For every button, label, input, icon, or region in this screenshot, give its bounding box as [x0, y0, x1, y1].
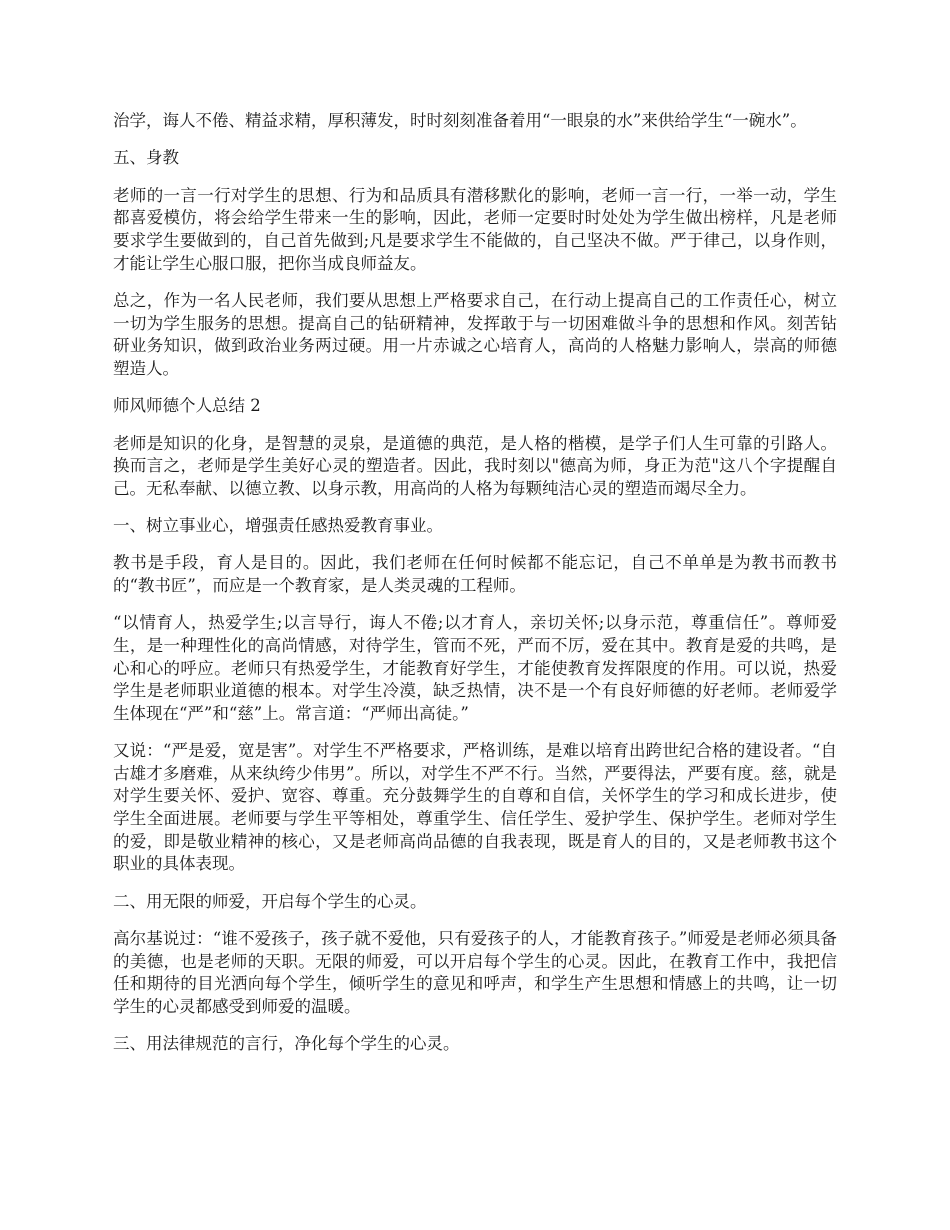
paragraph: 高尔基说过：“谁不爱孩子，孩子就不爱他，只有爱孩子的人，才能教育孩子。”师爱是老师必须具备的美德，也是老师的天职。无限的师爱，可以开启每个学生的心灵。因此，在教育工作中，我把信任和期待的目光洒向每个学生，倾听学生的意见和呼声，和学生产生思想和情感上的共鸣，让一切学生的心灵都感受到师爱的温暖。: [113, 928, 837, 1016]
section-heading: 一、树立事业心，增强责任感热爱教育事业。: [113, 516, 443, 536]
paragraph: “以情育人，热爱学生;以言导行，诲人不倦;以才育人，亲切关怀;以身示范，尊重信任”。尊师爱生，是一种理性化的高尚情感，对待学生，管而不死，严而不厉，爱在其中。教育是爱的共鸣，是心和心的呼应。老师只有热爱学生，才能教育好学生，才能使教育发挥限度的作用。可以说，热爱学生是老师职业道德的根本。对学生冷漠，缺乏热情，决不是一个有良好师德的好老师。老师爱学生体现在“严”和“慈”上。常言道：“严师出高徒。”: [113, 613, 837, 723]
paragraph: 又说：“严是爱，宽是害”。对学生不严格要求，严格训练，是难以培育出跨世纪合格的建设者。“自古雄才多磨难，从来纨绔少伟男”。所以，对学生不严不行。当然，严要得法，严要有度。慈，就是对学生要关怀、爱护、宽容、尊重。充分鼓舞学生的自尊和自信，关怀学生的学习和成长进步，使学生全面进展。老师要与学生平等相处，尊重学生、信任学生、爱护学生、保护学生。老师对学生的爱，即是敬业精神的核心，又是老师高尚品德的自我表现，既是育人的目的，又是老师教书这个职业的具体表现。: [113, 741, 837, 874]
section-heading: 三、用法律规范的言行，净化每个学生的心灵。: [113, 1034, 460, 1054]
document-subtitle: 师风师德个人总结 2: [113, 396, 261, 416]
paragraph: 老师的一言一行对学生的思想、行为和品质具有潜移默化的影响，老师一言一行，一举一动，学生都喜爱模仿，将会给学生带来一生的影响，因此，老师一定要时时处处为学生做出榜样，凡是老师要求学生要做到的，自己首先做到;凡是要求学生不能做的，自己坚决不做。严于律己，以身作则，才能让学生心服口服，把你当成良师益友。: [113, 185, 837, 273]
paragraph: 总之，作为一名人民老师，我们要从思想上严格要求自己，在行动上提高自己的工作责任心，树立一切为学生服务的思想。提高自己的钻研精神，发挥敢于与一切困难做斗争的思想和作风。刻苦钻研业务知识，做到政治业务两过硬。用一片赤诚之心培育人，高尚的人格魅力影响人，崇高的师德塑造人。: [113, 290, 837, 378]
section-heading: 五、身教: [113, 148, 179, 168]
paragraph: 教书是手段，育人是目的。因此，我们老师在任何时候都不能忘记，自己不单单是为教书而教书的“教书匠”，而应是一个教育家，是人类灵魂的工程师。: [113, 553, 837, 596]
paragraph: 治学，诲人不倦、精益求精，厚积薄发，时时刻刻准备着用“一眼泉的水”来供给学生“一碗水”。: [113, 111, 807, 130]
paragraph: 老师是知识的化身，是智慧的灵泉，是道德的典范，是人格的楷模，是学子们人生可靠的引路人。换而言之，老师是学生美好心灵的塑造者。因此，我时刻以"德高为师，身正为范"这八个字提醒自己。无私奉献、以德立教、以身示教，用高尚的人格为每颗纯洁心灵的塑造而竭尽全力。: [113, 433, 837, 498]
document-page: [113, 110, 837, 1071]
section-heading: 二、用无限的师爱，开启每个学生的心灵。: [113, 891, 427, 911]
